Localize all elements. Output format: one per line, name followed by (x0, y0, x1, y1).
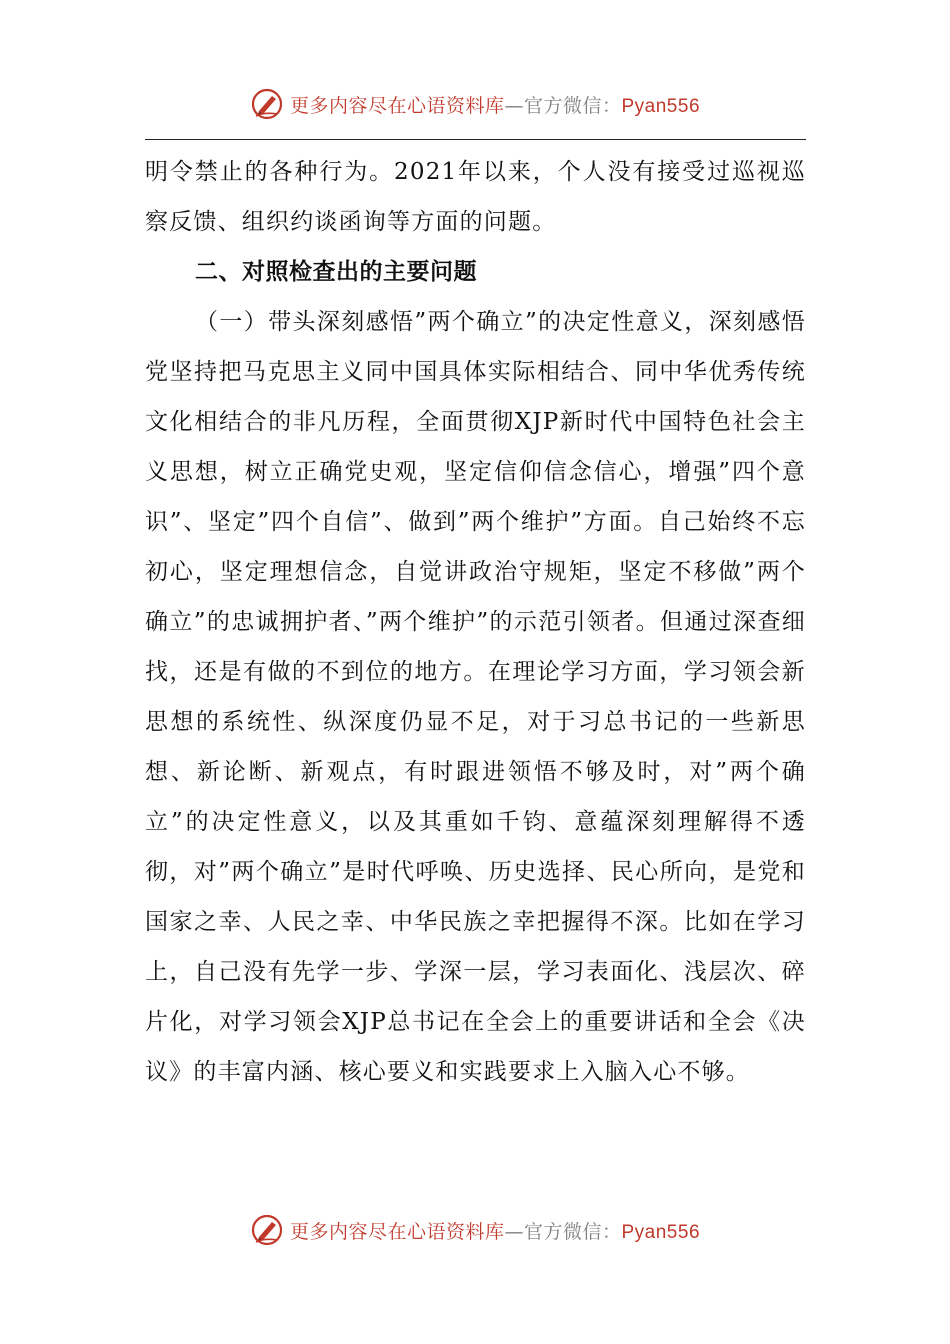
pen-logo-icon (250, 87, 284, 121)
section-heading: 二、对照检查出的主要问题 (195, 259, 477, 285)
pen-logo-icon (250, 1213, 284, 1247)
watermark-title: 更多内容尽在心语资料库 (289, 1220, 505, 1243)
watermark-wechat-label: 官方微信： (523, 94, 622, 117)
header-rule (145, 139, 806, 140)
footer-watermark-banner (0, 1208, 950, 1252)
watermark-wechat-id: Pyan556 (621, 1221, 701, 1243)
watermark-dash: — (504, 1220, 524, 1243)
watermark-dash: — (504, 94, 524, 117)
document-body (145, 147, 806, 1097)
watermark-title: 更多内容尽在心语资料库 (289, 94, 505, 117)
watermark-wechat-id: Pyan556 (621, 95, 701, 117)
watermark-text (290, 91, 700, 118)
paragraph-main: （一）带头深刻感悟”两个确立”的决定性意义，深刻感悟党坚持把马克思主义同中国具体实际相结合、同中华优秀传统文化相结合的非凡历程，全面贯彻XJP新时代中国特色社会主义思想，树立正确党史观，坚定信仰信念信心，增强”四个意识”、坚定”四个自信”、做到”两个维护”方面。自己始终不忘初心，坚定理想信念，自觉讲政治守规矩，坚定不移做”两个确立”的忠诚拥护者、”两个维护”的示范引领者。但通过深查细找，还是有做的不到位的地方。在理论学习方面，学习领会新思想的系统性、纵深度仍显不足，对于习总书记的一些新思想、新论断、新观点，有时跟进领悟不够及时，对”两个确立”的决定性意义，以及其重如千钧、意蕴深刻理解得不透彻，对”两个确立”是时代呼唤、历史选择、民心所向，是党和国家之幸、人民之幸、中华民族之幸把握得不深。比如在学习上，自己没有先学一步、学深一层，学习表面化、浅层次、碎片化，对学习领会XJP总书记在全会上的重要讲话和全会《决议》的丰富内涵、核心要义和实践要求上入脑入心不够。 (145, 309, 806, 1085)
watermark-wechat-label: 官方微信： (523, 1220, 622, 1243)
header-watermark-banner (0, 82, 950, 126)
watermark-text (290, 1217, 700, 1244)
paragraph-continuation: 明令禁止的各种行为。2021年以来，个人没有接受过巡视巡察反馈、组织约谈函询等方面的问题。 (145, 159, 806, 235)
